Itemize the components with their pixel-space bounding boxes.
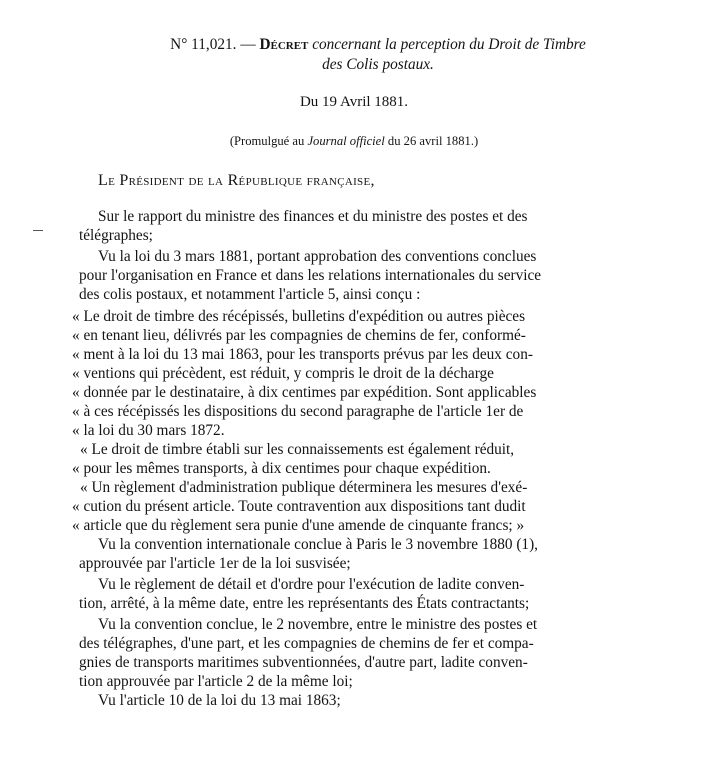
decree-number: N° 11,021.	[170, 36, 237, 53]
body-line: « la loi du 30 mars 1872.	[72, 422, 225, 439]
body-line: des télégraphes, d'une part, et les compagnies de chemins de fer et compa-	[79, 635, 534, 652]
body-line: pour l'organisation en France et dans les relations internationales du service	[79, 267, 542, 284]
body-line: « ventions qui précèdent, est réduit, y compris le droit de la décharge	[72, 365, 494, 382]
body-line: approuvée par l'article 1er de la loi susvisée;	[79, 555, 351, 572]
decree-title-rest: concernant la perception du Droit de Timbre	[312, 36, 586, 53]
promulgation-note	[0, 134, 708, 149]
body-line: Vu le règlement de détail et d'ordre pour l'exécution de ladite conven-	[98, 576, 525, 593]
body-line: Vu l'article 10 de la loi du 13 mai 1863;	[98, 692, 341, 709]
body-line: « article que du règlement sera punie d'une amende de cinquante francs; »	[72, 517, 525, 534]
decree-title	[118, 35, 638, 75]
body-line: « à ces récépissés les dispositions du second paragraphe de l'article 1er de	[72, 403, 524, 420]
body-line: « pour les mêmes transports, à dix centimes pour chaque expédition.	[72, 460, 491, 477]
decree-title-line-2: des Colis postaux.	[322, 56, 434, 73]
body-line: tion, arrêté, à la même date, entre les représentants des États contractants;	[79, 595, 530, 612]
body-line: télégraphes;	[79, 227, 153, 244]
margin-mark	[33, 230, 43, 231]
body-line: tion approuvée par l'article 2 de la même loi;	[79, 673, 353, 690]
body-line: des colis postaux, et notamment l'article 5, ainsi conçu :	[79, 286, 421, 303]
promulgation-prefix: (Promulgué au	[229, 134, 305, 148]
body-line: « ment à la loi du 13 mai 1863, pour les transports prévus par les deux con-	[72, 346, 533, 363]
journal-name: Journal officiel	[307, 134, 385, 148]
body-line: Vu la loi du 3 mars 1881, portant approbation des conventions conclues	[98, 248, 537, 265]
title-dash: —	[240, 36, 256, 53]
body-line: Vu la convention conclue, le 2 novembre, entre le ministre des postes et	[98, 616, 538, 633]
body-line: « Le droit de timbre des récépissés, bulletins d'expédition ou autres pièces	[72, 308, 526, 325]
body-line: « en tenant lieu, délivrés par les compagnies de chemins de fer, conformé-	[72, 327, 526, 344]
body-line: Sur le rapport du ministre des finances et du ministre des postes et des	[98, 208, 528, 225]
decree-date: Du 19 Avril 1881.	[299, 94, 409, 110]
body-line: « cution du présent article. Toute contravention aux dispositions tant dudit	[72, 498, 526, 515]
decree-title-line-1	[118, 35, 638, 55]
president-heading: Le Président de la République française,	[98, 172, 375, 189]
body-line: gnies de transports maritimes subventionnées, d'autre part, ladite conven-	[79, 654, 528, 671]
body-line: « Le droit de timbre établi sur les connaissements est également réduit,	[80, 441, 515, 458]
decree-keyword: Décret	[259, 36, 309, 53]
body-line: « donnée par le destinataire, à dix centimes par expédition. Sont applicables	[72, 384, 537, 401]
body-line: Vu la convention internationale conclue à Paris le 3 novembre 1880 (1),	[98, 536, 539, 553]
body-line: « Un règlement d'administration publique déterminera les mesures d'exé-	[80, 479, 528, 496]
promulgation-suffix: du 26 avril 1881.)	[387, 134, 479, 148]
